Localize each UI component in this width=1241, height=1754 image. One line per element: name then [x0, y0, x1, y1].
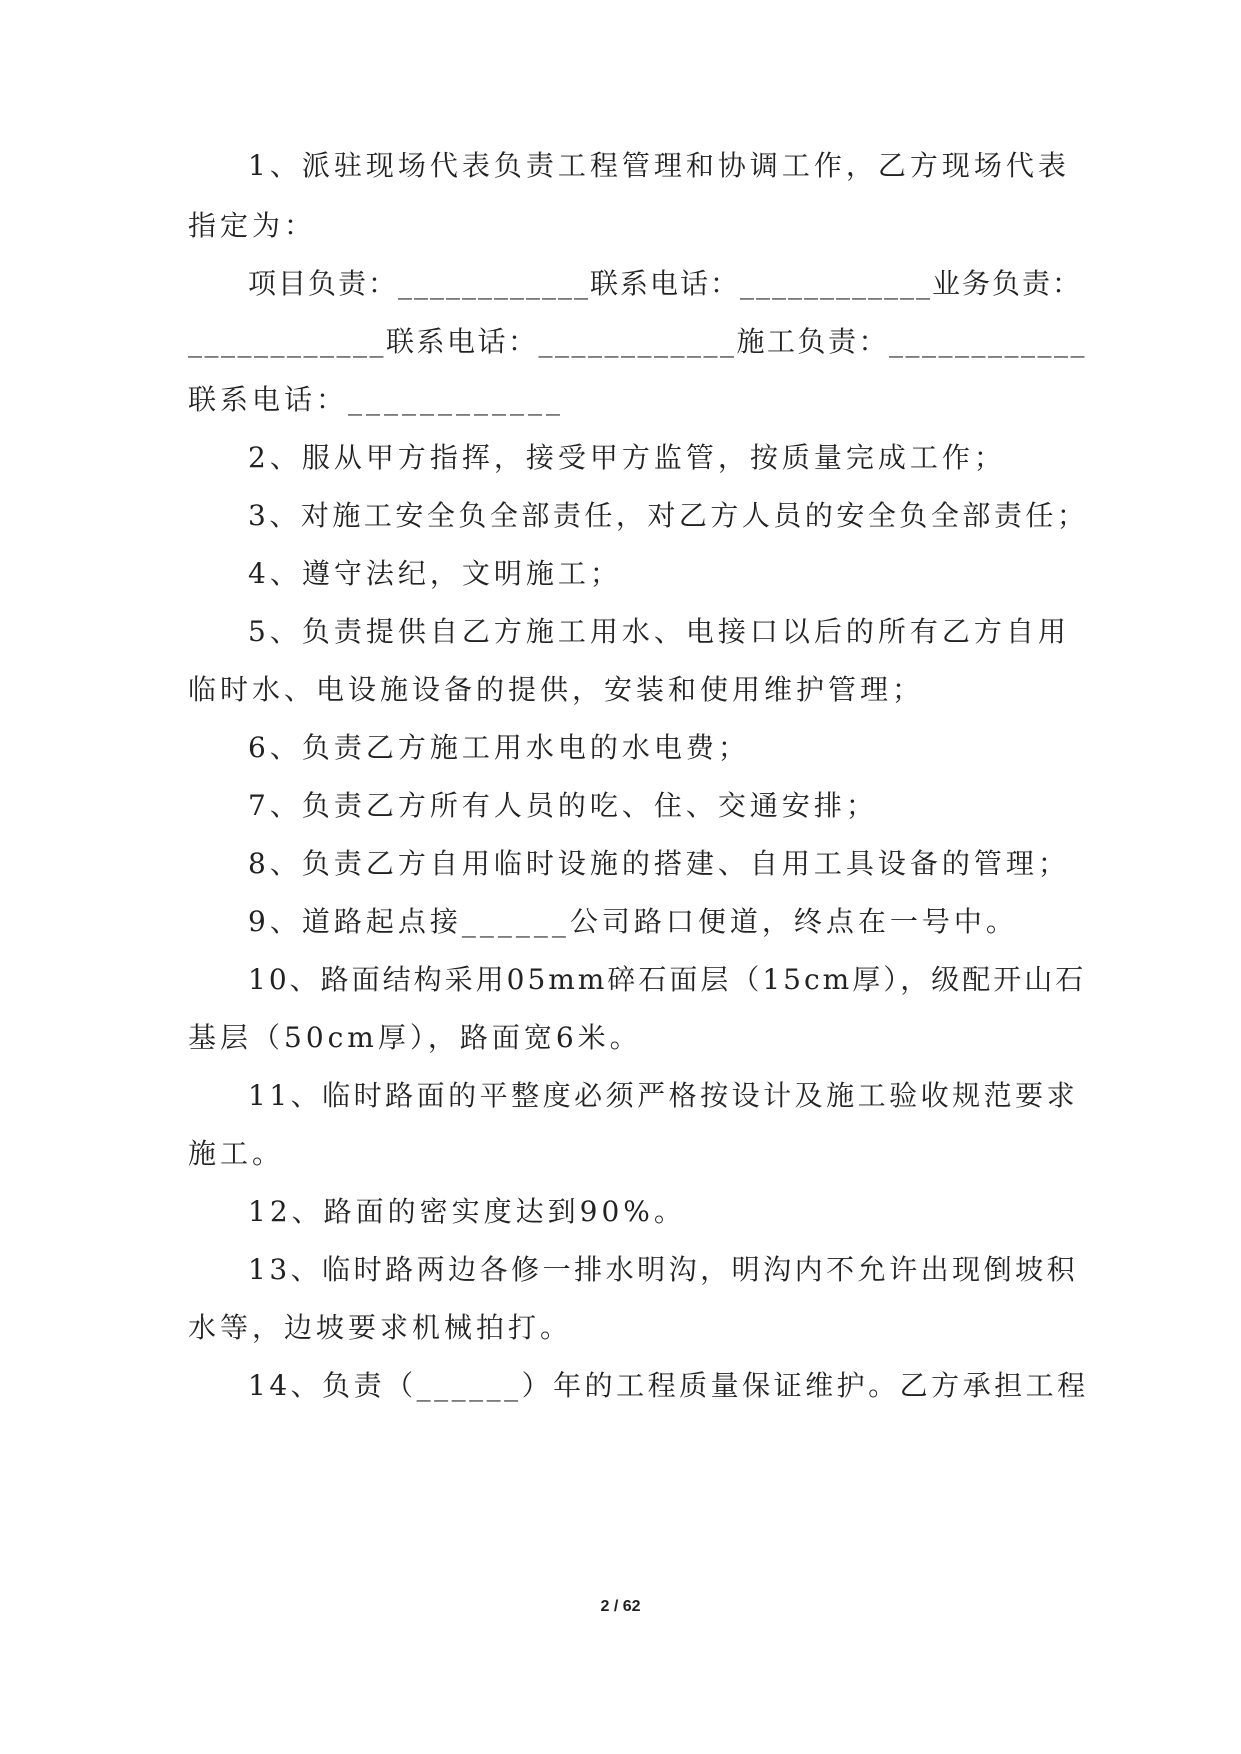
paragraph-line: 12、路面的密实度达到90%。	[248, 1195, 686, 1228]
paragraph-line: 1、派驻现场代表负责工程管理和协调工作，乙方现场代表	[248, 149, 1070, 182]
paragraph-line: 7、负责乙方所有人员的吃、住、交通安排；	[248, 789, 878, 822]
paragraph-line: 施工。	[188, 1137, 285, 1170]
paragraph-line: 6、负责乙方施工用水电的水电费；	[248, 731, 750, 764]
paragraph-line: 9、道路起点接______公司路口便道，终点在一号中。	[248, 905, 1018, 938]
paragraph-line: 11、临时路面的平整度必须严格按设计及施工验收规范要求	[248, 1079, 1079, 1112]
paragraph-line: 4、遵守法纪，文明施工；	[248, 557, 622, 590]
paragraph-line: 水等，边坡要求机械拍打。	[188, 1311, 573, 1344]
page-number: 2 / 62	[600, 1598, 641, 1615]
paragraph-line: 联系电话：____________	[188, 383, 565, 416]
paragraph-line: 10、路面结构采用05mm碎石面层（15cm厚），级配开山石	[248, 963, 1087, 996]
paragraph-line: 2、服从甲方指挥，接受甲方监管，按质量完成工作；	[248, 441, 1006, 474]
paragraph-line: 3、对施工安全负全部责任，对乙方人员的安全负全部责任；	[248, 499, 1089, 532]
paragraph-line: 14、负责（______）年的工程质量保证维护。乙方承担工程	[248, 1369, 1089, 1402]
paragraph-line: 临时水、电设施设备的提供，安装和使用维护管理；	[188, 673, 925, 706]
paragraph-line: 基层（50cm厚），路面宽6米。	[188, 1021, 642, 1054]
paragraph-line: 项目负责：____________联系电话：____________业务负责：	[248, 267, 1083, 300]
paragraph-line: 指定为：	[188, 209, 317, 242]
paragraph-line: 5、负责提供自乙方施工用水、电接口以后的所有乙方自用	[248, 615, 1070, 648]
paragraph-line: 13、临时路两边各修一排水明沟，明沟内不允许出现倒坡积	[248, 1253, 1079, 1286]
paragraph-line: 8、负责乙方自用临时设施的搭建、自用工具设备的管理；	[248, 847, 1070, 880]
paragraph-line: ____________联系电话：____________施工负责：____________	[188, 325, 1088, 358]
